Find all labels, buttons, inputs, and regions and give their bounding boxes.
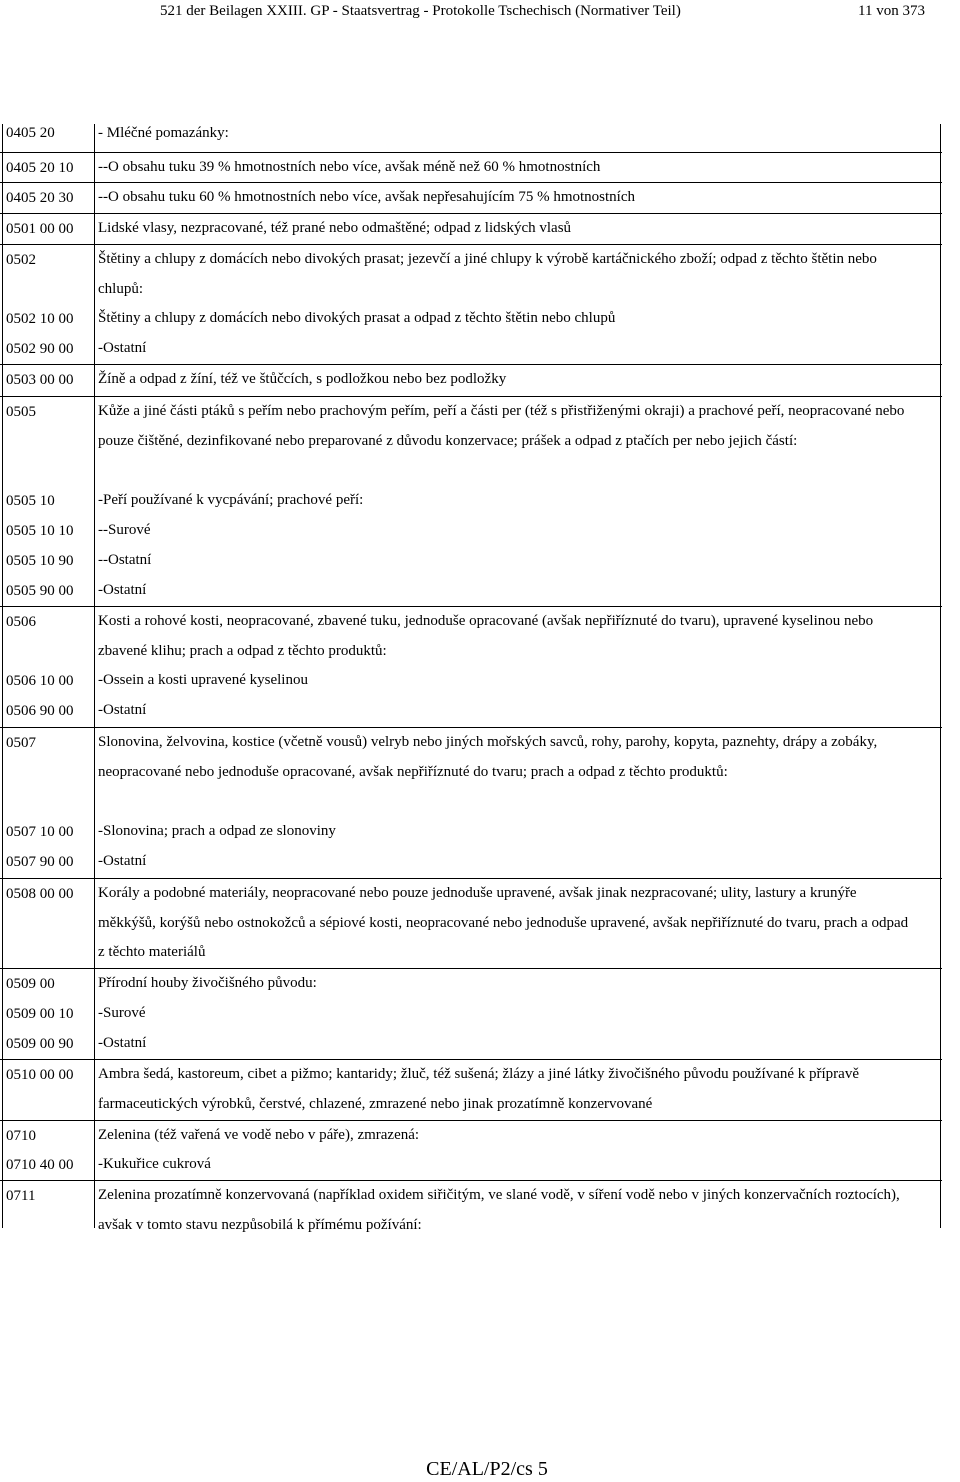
table-row: [0, 397, 942, 486]
row-code: 0507 10 00: [6, 824, 74, 840]
row-code: 0506 10 00: [6, 673, 74, 689]
row-code: 0501 00 00: [6, 221, 74, 237]
row-code: 0506 90 00: [6, 703, 74, 719]
row-description: Korály a podobné materiály, neopracované nebo pouze jednoduše upravené, avšak jinak nezpracované; ulity, lastury a krunýře měkkýšů, korýšů nebo ostnokožců a sépiové kosti, neopracované nebo jednoduše upravené, avšak nepřiříznuté do tvaru, prach a odpad z těchto materiálů: [98, 885, 909, 960]
row-code: 0505 10 10: [6, 523, 74, 539]
table-row: [0, 486, 942, 516]
row-code: 0509 00: [6, 976, 55, 992]
row-code: 0710 40 00: [6, 1157, 74, 1173]
table-row: [0, 1150, 942, 1181]
table-row: [0, 304, 942, 334]
row-description: Lidské vlasy, nezpracované, též prané nebo odmaštěné; odpad z lidských vlasů: [98, 220, 572, 236]
row-description: --O obsahu tuku 60 % hmotnostních nebo více, avšak nepřesahujícím 75 % hmotnostních: [98, 189, 635, 205]
table-row: [0, 999, 942, 1029]
page-header: [0, 0, 960, 26]
row-description: -Slonovina; prach a odpad ze slonoviny: [98, 823, 336, 839]
table-row: [0, 153, 942, 183]
row-description: Žíně a odpad z žíní, též ve štůčcích, s podložkou nebo bez podložky: [98, 371, 507, 387]
row-code: 0502 10 00: [6, 311, 74, 327]
row-code: 0505 10: [6, 493, 55, 509]
row-description: -Peří používané k vycpávání; prachové peří:: [98, 492, 364, 508]
row-description: -Ostatní: [98, 1035, 147, 1051]
row-code: 0505: [6, 404, 36, 420]
row-code: 0507 90 00: [6, 854, 74, 870]
table-row: [0, 696, 942, 728]
row-code: 0509 00 90: [6, 1036, 74, 1052]
table-row: [0, 847, 942, 879]
row-description: Kůže a jiné části ptáků s peřím nebo prachovým peřím, peří a části per (též s přistřiženými okraji) a prachové peří, neopracované nebo pouze čištěné, dezinfikované nebo preparované z důvodu konzervace; prášek a odpad z ptačích per nebo jejich částí:: [98, 403, 905, 449]
row-code: 0510 00 00: [6, 1067, 74, 1083]
table-row: [0, 969, 942, 999]
table-row: [0, 666, 942, 696]
row-description: Kosti a rohové kosti, neopracované, zbavené tuku, jednoduše opracované (avšak nepřiříznuté do tvaru), upravené kyselinou nebo zbavené klihu; prach a odpad z těchto produktů:: [98, 613, 874, 659]
row-code: 0502 90 00: [6, 341, 74, 357]
row-code: 0508 00 00: [6, 886, 74, 902]
table-row: [0, 1060, 942, 1121]
table-row: [0, 214, 942, 245]
table-row: [0, 728, 942, 817]
row-description: Zelenina prozatímně konzervovaná (například oxidem siřičitým, ve slané vodě, v síření vodě nebo v jiných konzervačních roztocích), avšak v tomto stavu nezpůsobilá k přímému požívání:: [98, 1187, 900, 1233]
row-code: 0503 00 00: [6, 372, 74, 388]
table-row: [0, 365, 942, 397]
row-description: Štětiny a chlupy z domácích nebo divokých prasat a odpad z těchto štětin nebo chlupů: [98, 310, 616, 326]
row-code: 0509 00 10: [6, 1006, 74, 1022]
table-row: [0, 546, 942, 576]
row-description: -Ostatní: [98, 853, 147, 869]
table-row: [0, 576, 942, 607]
row-description: -Kukuřice cukrová: [98, 1156, 211, 1172]
table-row: [0, 607, 942, 666]
table-row: [0, 124, 942, 153]
table-row: [0, 879, 942, 969]
table-row: [0, 1029, 942, 1060]
row-code: 0405 20: [6, 125, 55, 141]
row-description: -Ostatní: [98, 340, 147, 356]
row-description: Ambra šedá, kastoreum, cibet a pižmo; kantaridy; žluč, též sušená; žlázy a jiné látky živočišného původu používané k přípravě farmaceutických výrobků, čerstvé, chlazené, zmrazené nebo jinak prozatímně konzervované: [98, 1066, 859, 1112]
table-row: [0, 183, 942, 214]
row-code: 0405 20 10: [6, 160, 74, 176]
table-row: [0, 334, 942, 365]
header-page-number: 11 von 373: [858, 3, 925, 19]
page-footer: CE/AL/P2/cs 5: [426, 1458, 548, 1480]
row-description: - Mléčné pomazánky:: [98, 125, 229, 141]
row-description: -Ostatní: [98, 702, 147, 718]
row-code: 0502: [6, 252, 36, 268]
table-row: [0, 1121, 942, 1150]
row-code: 0506: [6, 614, 36, 630]
row-description: --O obsahu tuku 39 % hmotnostních nebo více, avšak méně než 60 % hmotnostních: [98, 159, 601, 175]
tariff-table: [0, 124, 942, 1241]
row-code: 0710: [6, 1128, 36, 1144]
row-code: 0505 10 90: [6, 553, 74, 569]
row-description: -Ossein a kosti upravené kyselinou: [98, 672, 308, 688]
table-row: [0, 245, 942, 304]
header-title: 521 der Beilagen XXIII. GP - Staatsvertrag - Protokolle Tschechisch (Normativer Teil): [160, 3, 681, 19]
row-description: Slonovina, želvovina, kostice (včetně vousů) velryb nebo jiných mořských savců, rohy, parohy, kopyta, paznehty, drápy a zobáky, neopracované nebo jednoduše opracované, avšak nepřiříznuté do tvaru; prach a odpad z těchto produktů:: [98, 734, 878, 780]
row-code: 0505 90 00: [6, 583, 74, 599]
row-description: Přírodní houby živočišného původu:: [98, 975, 317, 991]
table-row: [0, 817, 942, 847]
row-description: -Ostatní: [98, 582, 147, 598]
row-code: 0405 20 30: [6, 190, 74, 206]
row-description: Štětiny a chlupy z domácích nebo divokých prasat; jezevčí a jiné chlupy k výrobě kartáčnického zboží; odpad z těchto štětin nebo chlupů:: [98, 251, 877, 297]
row-description: Zelenina (též vařená ve vodě nebo v páře), zmrazená:: [98, 1127, 420, 1143]
row-code: 0711: [6, 1188, 36, 1204]
row-description: --Ostatní: [98, 552, 152, 568]
row-description: --Surové: [98, 522, 151, 538]
row-code: 0507: [6, 735, 36, 751]
table-row: [0, 1181, 942, 1241]
row-description: -Surové: [98, 1005, 146, 1021]
table-row: [0, 516, 942, 546]
